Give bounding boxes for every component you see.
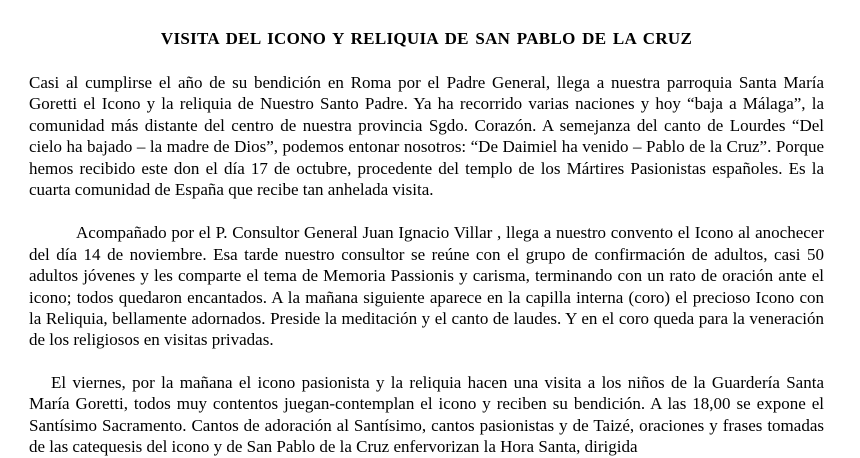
paragraph-3: El viernes, por la mañana el icono pasionista y la reliquia hacen una visita a los niños de la Guardería Santa María Goretti, todos muy contentos juegan-contemplan el icono y reciben su bendición. A las 18,00 se expone el Santísimo Sacramento. Cantos de adoración al Santísimo, cantos pasionistas y de Taizé, oraciones y frases tomadas de las catequesis del icono y de San Pablo de la Cruz enfervorizan la Hora Santa, dirigida <box>29 372 824 457</box>
paragraph-2: Acompañado por el P. Consultor General Juan Ignacio Villar , llega a nuestro convento el Icono al anochecer del día 14 de noviembre. Esa tarde nuestro consultor se reúne con el grupo de confirmación de adultos, casi 50 adultos jóvenes y les comparte el tema de Memoria Passionis y carisma, terminando con un rato de oración ante el icono; todos quedaron encantados. A la mañana siguiente aparece en la capilla interna (coro) el precioso Icono con la Reliquia, bellamente adornados. Preside la meditación y el canto de laudes. Y en el coro queda para la veneración de los religiosos en visitas privadas. <box>29 223 824 350</box>
document-title: VISITA DEL ICONO Y RELIQUIA DE SAN PABLO DE LA CRUZ <box>160 29 693 48</box>
paragraph-1: Casi al cumplirse el año de su bendición en Roma por el Padre General, llega a nuestra parroquia Santa María Goretti el Icono y la reliquia de Nuestro Santo Padre. Ya ha recorrido varias naciones y hoy “baja a Málaga”, la comunidad más distante del centro de nuestra provincia Sgdo. Corazón. A semejanza del canto de Lourdes “Del cielo ha bajado – la madre de Dios”, podemos entonar nosotros: “De Daimiel ha venido – Pablo de la Cruz”. Porque hemos recibido este don el día 17 de octubre, procedente del templo de los Mártires Pasionistas españoles. Es la cuarta comunidad de España que recibe tan anhelada visita. <box>29 73 824 200</box>
document-page <box>29 0 824 458</box>
